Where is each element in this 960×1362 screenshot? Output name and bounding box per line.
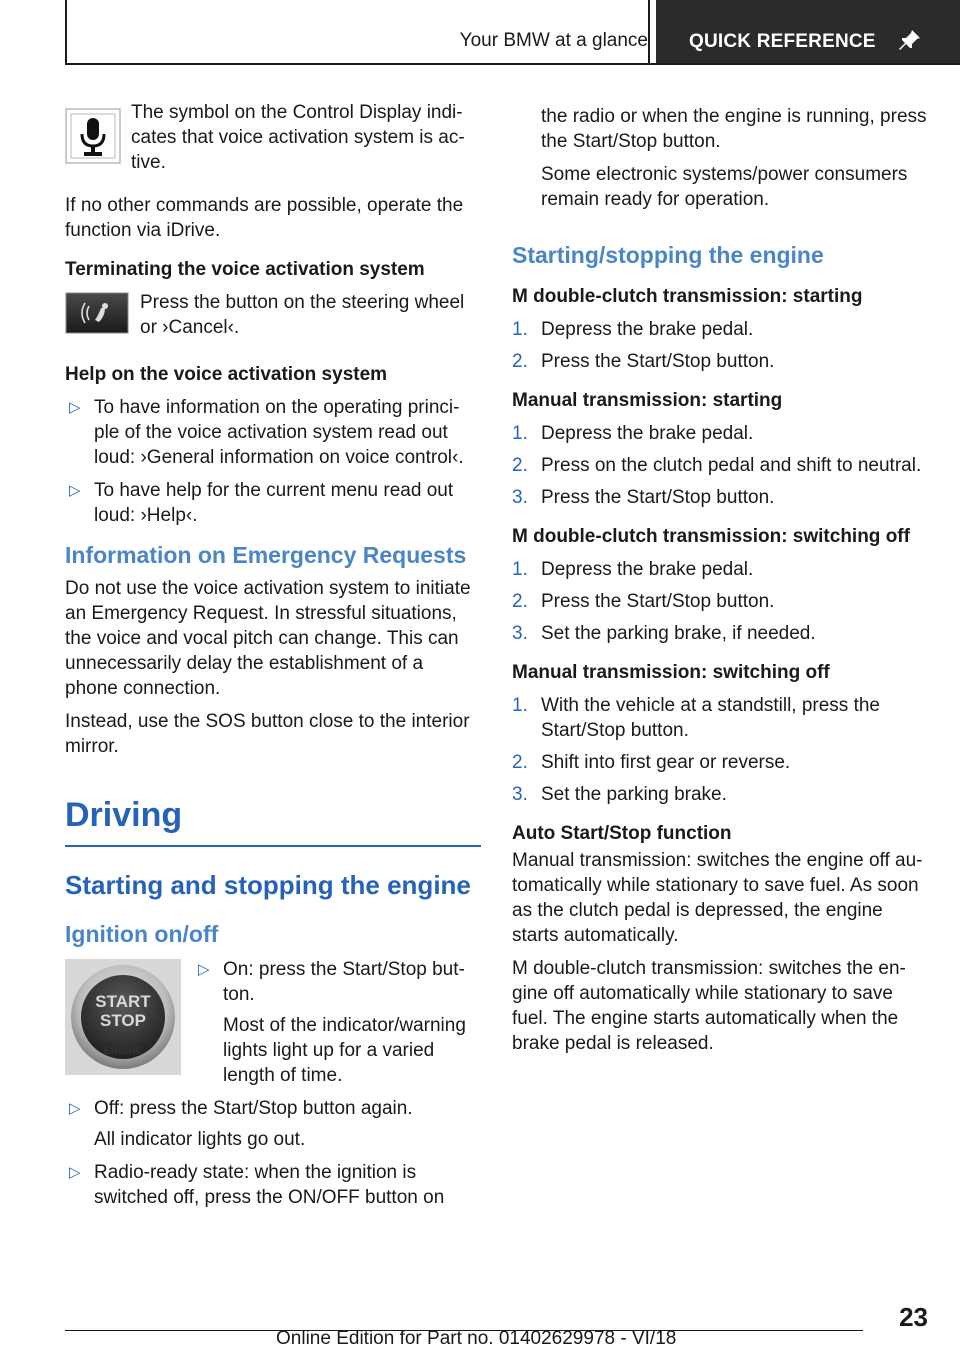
engine-label: ENGINE: [103, 1046, 143, 1057]
list-item: 1. With the vehicle at a standstill, press the Start/Stop button.: [512, 695, 880, 741]
voice-symbol-text: The symbol on the Control Display indi- cates that voice activation system is ac- tive.: [131, 102, 465, 173]
quick-reference-label: QUICK REFERENCE: [689, 31, 876, 52]
list-item: ▷ Off: press the Start/Stop button again. All indicator lights go out.: [69, 1098, 413, 1150]
list-item: 3. Set the parking brake, if needed.: [512, 623, 816, 644]
start-label: START: [95, 992, 151, 1011]
list-item: ▷ To have help for the current menu read out loud: ›Help‹.: [69, 480, 454, 526]
emergency-paragraph-1: Do not use the voice activation system to initiate an Emergency Request. In stressful situations, the voice and vocal pitch can change. This can unnecessarily delay the establishment of a phone connection.: [65, 578, 471, 699]
terminating-text: Press the button on the steering wheel or ›Cancel‹.: [140, 292, 465, 338]
mdct-start-heading: M double-clutch transmission: starting: [512, 286, 863, 307]
no-commands-text: If no other commands are possible, operate the function via iDrive.: [65, 195, 464, 241]
page-number: 23: [899, 1302, 928, 1332]
ignition-heading: Ignition on/off: [65, 921, 219, 947]
list-item: 2. Press the Start/Stop button.: [512, 591, 775, 612]
manual-off-heading: Manual transmission: switching off: [512, 662, 830, 683]
list-item: 2. Shift into first gear or reverse.: [512, 752, 791, 773]
mdct-start-list: [512, 317, 932, 374]
left-column: [65, 100, 481, 1218]
help-heading: Help on the voice activation system: [65, 364, 388, 385]
list-item: 1. Depress the brake pedal.: [512, 559, 754, 580]
list-item: ▷ To have information on the operating princi- ple of the voice activation system read out loud: ›General information on voice control‹.: [69, 397, 464, 468]
header-separator: [648, 0, 650, 65]
header-section-title: Your BMW at a glance: [459, 30, 648, 51]
stop-label: STOP: [100, 1011, 146, 1030]
triangle-bullet-icon: ▷: [198, 961, 210, 978]
list-item: 1. Depress the brake pedal.: [512, 423, 754, 444]
emergency-paragraph-2: Instead, use the SOS button close to the interior mirror.: [65, 711, 470, 757]
manual-start-list: [512, 421, 932, 510]
list-item: 2. Press on the clutch pedal and shift to neutral.: [512, 455, 922, 476]
section-heading: Starting/stopping the engine: [512, 242, 824, 268]
triangle-bullet-icon: ▷: [69, 482, 81, 499]
microphone-icon: [65, 108, 121, 164]
manual-off-list: [512, 693, 932, 807]
voice-symbol-row: [65, 100, 481, 183]
auto-start-stop-heading: Auto Start/Stop function: [512, 823, 732, 844]
pin-icon: [898, 28, 922, 52]
steering-voice-button-icon: [65, 292, 129, 334]
radio-continued-sub: Some electronic systems/power consumers remain ready for operation.: [541, 164, 908, 210]
triangle-bullet-icon: ▷: [69, 1100, 81, 1117]
driving-heading: Driving: [65, 795, 481, 847]
auto-paragraph-1: Manual transmission: switches the engine off au- tomatically while stationary to save fuel. As soon as the clutch pedal is depressed, the engine starts automatically.: [512, 850, 923, 946]
list-item: ▷ On: press the Start/Stop but- ton. Most of the indicator/warning lights light up for a varied length of time.: [198, 959, 466, 1086]
terminating-heading: Terminating the voice activation system: [65, 259, 425, 280]
help-list: [65, 395, 481, 528]
list-item: 2. Press the Start/Stop button.: [512, 351, 775, 372]
list-item: 3. Set the parking brake.: [512, 784, 727, 805]
triangle-bullet-icon: ▷: [69, 1164, 81, 1181]
start-stop-heading: Starting and stopping the engine: [65, 870, 471, 900]
auto-paragraph-2: M double-clutch transmission: switches the en- gine off automatically while stationary to save fuel. The engine starts automatically when the brake pedal is released.: [512, 958, 906, 1054]
ignition-row: [65, 957, 481, 1096]
mdct-off-list: [512, 557, 932, 646]
start-stop-button-image: [65, 959, 181, 1075]
triangle-bullet-icon: ▷: [69, 399, 81, 416]
ignition-list: [194, 957, 481, 1088]
quick-reference-tab[interactable]: [656, 0, 960, 63]
footer-edition: Online Edition for Part no. 01402629978 - VI/18: [276, 1328, 677, 1349]
list-item: 1. Depress the brake pedal.: [512, 319, 754, 340]
mdct-off-heading: M double-clutch transmission: switching off: [512, 526, 910, 547]
list-item: ▷ Radio-ready state: when the ignition is switched off, press the ON/OFF button on: [69, 1162, 445, 1208]
emergency-heading: Information on Emergency Requests: [65, 542, 467, 568]
radio-continued: the radio or when the engine is running, press the Start/Stop button.: [541, 106, 927, 152]
header-left-tick: [65, 0, 67, 65]
ignition-list-cont: [65, 1096, 481, 1210]
header-rule: [65, 63, 960, 65]
right-column: [512, 104, 932, 1064]
list-item: 3. Press the Start/Stop button.: [512, 487, 775, 508]
manual-start-heading: Manual transmission: starting: [512, 390, 783, 411]
terminating-row: [65, 290, 481, 348]
